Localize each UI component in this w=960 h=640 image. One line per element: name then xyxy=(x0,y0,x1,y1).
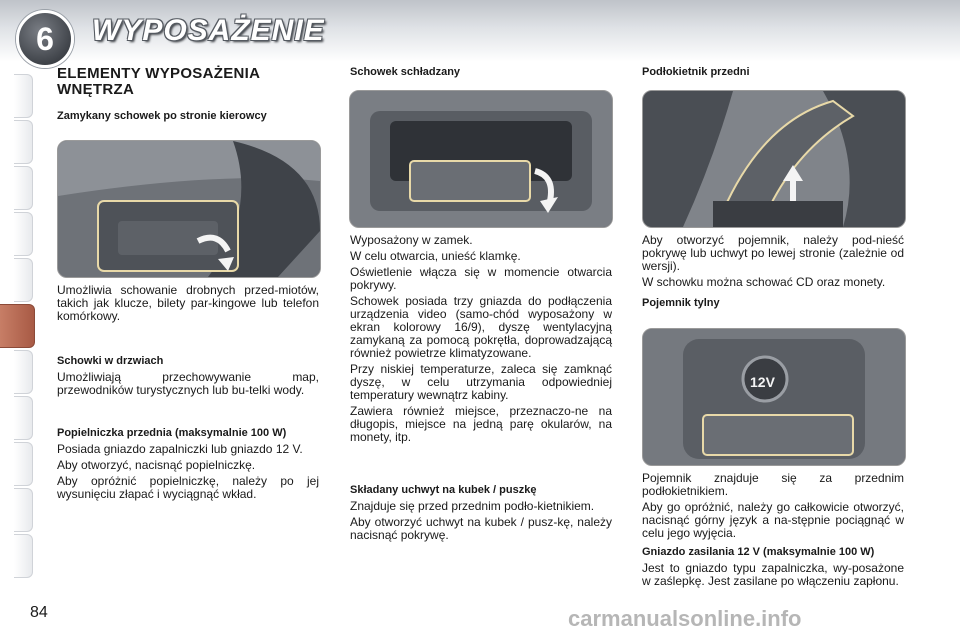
photo-rear-storage xyxy=(642,328,906,466)
paragraph: Aby otworzyć pojemnik, należy pod-nieść pokrywę lub uchwyt po lewej stronie (zależnie od wersji). xyxy=(642,233,904,273)
paragraph: Posiada gniazdo zapalniczki lub gniazdo 12 V. xyxy=(57,442,303,456)
paragraph: Znajduje się przed przednim podło-kietnikiem. xyxy=(350,499,595,513)
paragraph: Jest to gniazdo typu zapalniczka, wy-posażone w zaślepkę. Jest zasilane po włączeniu zapłonu. xyxy=(642,561,904,588)
photo-front-armrest xyxy=(642,90,906,228)
paragraph: W celu otwarcia, unieść klamkę. xyxy=(350,249,521,263)
column-middle-text xyxy=(350,234,612,542)
column-left-text xyxy=(57,284,319,501)
chapter-tab-active[interactable] xyxy=(0,304,35,348)
column-right-text xyxy=(642,234,904,310)
photo-drivers-storage xyxy=(57,140,321,278)
paragraph: Umożliwiają przechowywanie map, przewodników turystycznych lub bu-telki wody. xyxy=(57,370,319,397)
subsection-heading: Zamykany schowek po stronie kierowcy xyxy=(57,110,267,122)
column-right xyxy=(642,66,904,79)
paragraph: Aby otworzyć uchwyt na kubek / pusz-kę, należy nacisnąć pokrywę. xyxy=(350,515,612,542)
paragraph: Umożliwia schowanie drobnych przed-miotów, takich jak klucze, bilety par-kingowe lub telefon komórkowy. xyxy=(57,283,319,323)
chapter-tab[interactable] xyxy=(14,212,33,256)
paragraph: Aby go opróżnić, należy go całkowicie otworzyć, nacisnąć górny język a na-stępnie pociągnąć w celu jego wyjęcia. xyxy=(642,500,904,540)
column-left xyxy=(57,66,319,123)
socket-label: 12V xyxy=(750,374,775,390)
subsection-heading: Gniazdo zasilania 12 V (maksymalnie 100 W) xyxy=(642,546,875,558)
chapter-tabs xyxy=(0,62,34,582)
column-right-text-2 xyxy=(642,472,904,588)
paragraph: W schowku można schować CD oraz monety. xyxy=(642,275,886,289)
paragraph: Zawiera również miejsce, przeznaczo-ne na długopis, miejsce na jedną parę okularów, na monety, itp. xyxy=(350,404,612,444)
chapter-tab[interactable] xyxy=(14,166,33,210)
subsection-heading: Popielniczka przednia (maksymalnie 100 W) xyxy=(57,427,287,439)
photo-cooled-glovebox xyxy=(349,90,613,228)
paragraph: Przy niskiej temperaturze, zaleca się zamknąć dyszę, w celu utrzymania odpowiedniej temperatury wewnątrz kabiny. xyxy=(350,362,612,402)
paragraph: Pojemnik znajduje się za przednim podłokietnikiem. xyxy=(642,471,904,498)
chapter-tab[interactable] xyxy=(14,120,33,164)
page-title: WYPOSAŻENIE xyxy=(92,14,325,47)
watermark: carmanualsonline.info xyxy=(568,606,802,631)
chapter-tab[interactable] xyxy=(14,74,33,118)
chapter-badge: 6 xyxy=(16,10,74,68)
subsection-heading: Pojemnik tylny xyxy=(642,297,720,309)
section-heading: ELEMENTY WYPOSAŻENIA WNĘTRZA xyxy=(57,65,260,98)
subsection-heading: Schowki w drzwiach xyxy=(57,355,164,367)
paragraph: Schowek posiada trzy gniazda do podłączenia urządzenia video (samo-chód wyposażony w ekran kolorowy 16/9), dyszę wentylacyjną zamykaną za pomocą pokrętła, doprowadzającą również powietrze klimatyzowane. xyxy=(350,294,612,360)
chapter-tab[interactable] xyxy=(14,350,33,394)
subsection-heading: Podłokietnik przedni xyxy=(642,66,750,78)
paragraph: Aby opróżnić popielniczkę, należy po jej wysunięciu złapać i wyciągnąć wkład. xyxy=(57,474,319,501)
chapter-tab[interactable] xyxy=(14,396,33,440)
page-number: 84 xyxy=(30,604,48,621)
paragraph: Oświetlenie włącza się w momencie otwarcia pokrywy. xyxy=(350,265,612,292)
subsection-heading: Schowek schładzany xyxy=(350,66,461,78)
chapter-tab[interactable] xyxy=(14,258,33,302)
chapter-tab[interactable] xyxy=(14,442,33,486)
chapter-tab[interactable] xyxy=(14,534,33,578)
paragraph: Aby otworzyć, nacisnąć popielniczkę. xyxy=(57,458,256,472)
chapter-tab[interactable] xyxy=(14,488,33,532)
subsection-heading: Składany uchwyt na kubek / puszkę xyxy=(350,484,537,496)
column-middle xyxy=(350,66,612,79)
paragraph: Wyposażony w zamek. xyxy=(350,233,473,247)
